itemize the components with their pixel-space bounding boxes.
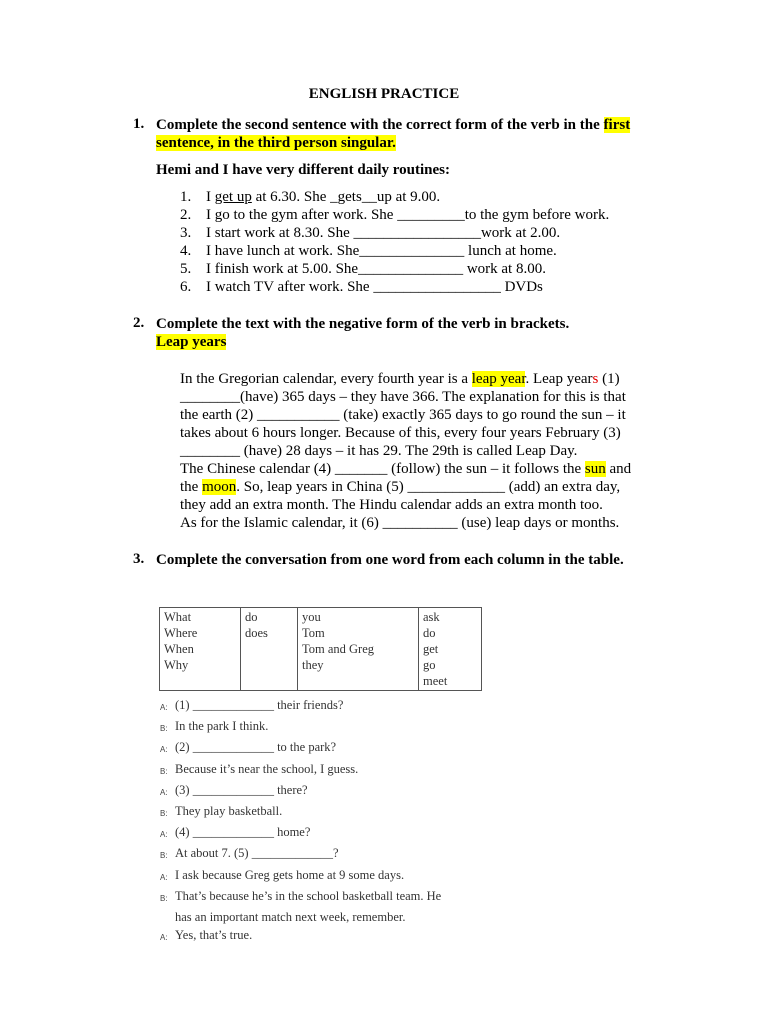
question-1-subheading: Hemi and I have very different daily routines: [156, 162, 451, 178]
list-item: 3. I start work at 8.30. She _________________work at 2.00. [180, 225, 561, 241]
word-columns-table [159, 607, 482, 691]
conversation [160, 696, 490, 947]
list-item: 4. I have lunch at work. She______________ lunch at home. [180, 243, 557, 259]
highlight-first: first [603, 117, 631, 133]
highlight-third-person: sentence, in the third person singular. [156, 135, 396, 151]
question-3-number: 3. [133, 551, 145, 567]
question-1-list [180, 188, 609, 296]
conversation-line: B: At about 7. (5) _____________? [160, 846, 339, 861]
page-title: ENGLISH PRACTICE [308, 86, 460, 102]
conversation-line: A: Yes, that’s true. [160, 928, 253, 943]
conversation-line: A: (1) _____________ their friends? [160, 698, 344, 712]
leap-years-paragraph: In the Gregorian calendar, every fourth year is a leap year. Leap years (1) ________(have) 365 days – they have 366. The explanation for this is that the earth (2) ___________ (take) exactly 365 days to go round the sun – it takes about 6 hours longer. Because of this, every four years February (3) ________ (have) 28 days – it has 29. The 29th is called Leap Day. The Chinese calendar (4) _______ (follow) the sun – it follows the sun and the moon. So, leap years in China (5) _____________ (add) an extra day, they add an extra month. The Hindu calendar adds an extra month too. As for the Islamic calendar, it (6) __________ (use) leap days or months. [180, 371, 632, 531]
conversation-line: B: In the park I think. [160, 719, 269, 734]
conversation-line: B: They play basketball. [160, 804, 283, 819]
highlight-leap-year: leap year [471, 371, 526, 387]
list-item: 1. I get up at 6.30. She _gets__up at 9.00. [180, 189, 441, 205]
question-1-instruction [156, 116, 676, 152]
conversation-line: A: (3) _____________ there? [160, 782, 308, 797]
table-column-subject: you Tom Tom and Greg they [298, 608, 419, 691]
conversation-line: A: (4) _____________ home? [160, 825, 311, 840]
question-1-number: 1. [133, 116, 145, 132]
question-2-heading: Leap years [156, 334, 227, 350]
question-1-text: Complete the second sentence with the correct form of the verb in the [156, 117, 604, 133]
conversation-line: B: That’s because he’s in the school basketball team. He [160, 888, 442, 903]
conversation-line: has an important match next week, remember. [175, 910, 406, 925]
conversation-line: A: I ask because Greg gets home at 9 some days. [160, 867, 405, 882]
question-2-number: 2. [133, 315, 145, 331]
highlight-moon: moon [202, 479, 237, 495]
table-column-verb: ask do get go meet [419, 608, 482, 691]
table-column-wh: What Where When Why [160, 608, 241, 691]
list-item: 2. I go to the gym after work. She _________to the gym before work. [180, 207, 610, 223]
conversation-line: A: (2) _____________ to the park? [160, 740, 337, 755]
conversation-line: B: Because it’s near the school, I guess. [160, 761, 359, 776]
list-item: 6. I watch TV after work. She _________________ DVDs [180, 279, 543, 295]
highlight-sun: sun [584, 461, 606, 477]
list-item: 5. I finish work at 5.00. She______________ work at 8.00. [180, 261, 546, 277]
table-column-aux: do does [241, 608, 298, 691]
question-2-instruction: Complete the text with the negative form of the verb in brackets. [156, 316, 570, 332]
question-3-instruction: Complete the conversation from one word from each column in the table. [156, 552, 624, 568]
